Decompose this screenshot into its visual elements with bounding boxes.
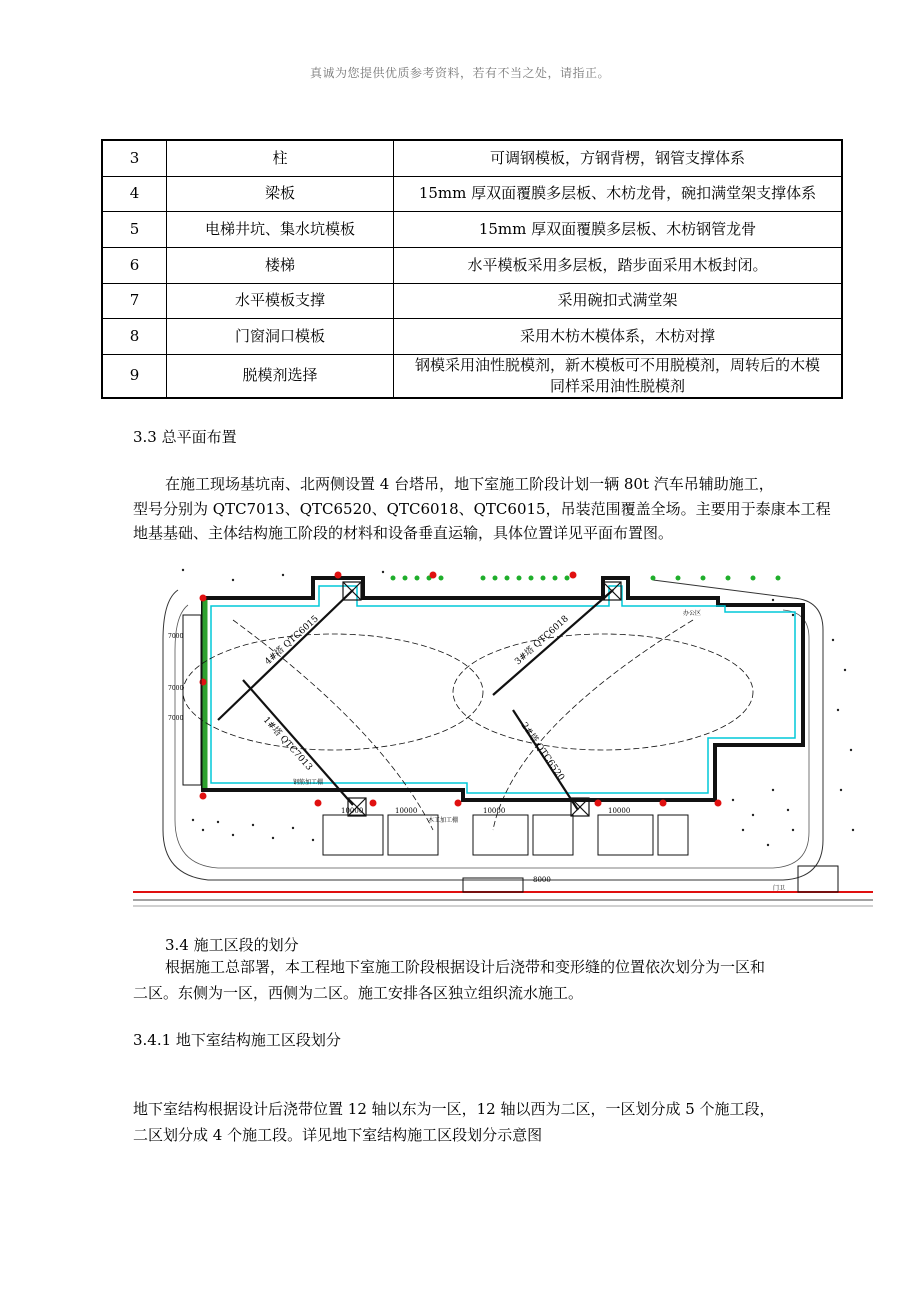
row-number: 3 xyxy=(102,140,167,176)
dimension-label: 10000 xyxy=(341,807,364,815)
crane-label: 1#塔 QTC7013 xyxy=(260,715,314,773)
row-method: 水平模板采用多层板，踏步面采用木板封闭。 xyxy=(394,247,843,283)
basement-outline xyxy=(203,578,803,800)
row-method-line2: 同样采用油性脱模剂 xyxy=(549,376,685,395)
crane-coverage-arc xyxy=(183,634,483,750)
paragraph-line: 型号分别为 QTC7013、QTC6520、QTC6018、QTC6015，吊装范围覆盖全场。主要用于泰康本工程 xyxy=(133,500,831,518)
row-item: 门窗洞口模板 xyxy=(167,318,394,354)
side-dimension-label: 7000 xyxy=(168,633,184,640)
section-heading-3-4: 3.4 施工区段的划分 xyxy=(165,936,299,954)
dimension-label: 10000 xyxy=(395,807,418,815)
table-row xyxy=(102,140,842,176)
row-item: 电梯井坑、集水坑模板 xyxy=(167,211,394,247)
row-number: 7 xyxy=(102,283,167,318)
crane-bases xyxy=(343,582,621,816)
row-method: 15mm 厚双面覆膜多层板、木枋钢管龙骨 xyxy=(394,211,843,247)
row-item: 梁板 xyxy=(167,176,394,211)
section-heading-3-3: 3.3 总平面布置 xyxy=(133,428,237,446)
soil-hatch xyxy=(182,569,854,846)
crane-label: 4#塔 QTC6015 xyxy=(263,614,321,668)
side-dimension-label: 7000 xyxy=(168,715,184,722)
row-number: 4 xyxy=(102,176,167,211)
site-plan-drawing xyxy=(133,560,873,915)
paragraph-line: 二区。东侧为一区，西侧为二区。施工安排各区独立组织流水施工。 xyxy=(133,984,584,1002)
table-row xyxy=(102,176,842,211)
row-method: 采用木枋木模体系，木枋对撑 xyxy=(394,318,843,354)
row-method: 采用碗扣式满堂架 xyxy=(394,283,843,318)
paragraph-line: 地下室结构根据设计后浇带位置 12 轴以东为一区，12 轴以西为二区，一区划分成 5 个施工段， xyxy=(133,1100,775,1118)
side-dimension-label: 7000 xyxy=(168,685,184,692)
table-row xyxy=(102,354,842,398)
crane-label: 3#塔 QTC6018 xyxy=(513,614,571,668)
row-method-line1: 钢模采用油性脱模剂，新木模板可不用脱模剂，周转后的木模 xyxy=(414,355,820,374)
site-road-outline xyxy=(163,580,823,880)
paragraph-line: 二区划分成 4 个施工段。详见地下室结构施工区段划分示意图 xyxy=(133,1126,543,1144)
crane-boom-4 xyxy=(218,590,353,720)
row-method: 可调钢模板，方钢背楞，钢管支撑体系 xyxy=(394,140,843,176)
facility-label: 办公区 xyxy=(683,610,702,617)
tree-row xyxy=(391,576,781,581)
row-number: 5 xyxy=(102,211,167,247)
formwork-table xyxy=(101,139,843,399)
row-item: 柱 xyxy=(167,140,394,176)
crane-label: 2#塔 QTC6520 xyxy=(518,720,566,783)
dimension-label: 10000 xyxy=(608,807,631,815)
facility-label: 门卫 xyxy=(773,885,786,892)
facility-label: 木工加工棚 xyxy=(428,817,459,824)
paragraph-line: 根据施工总部署，本工程地下室施工阶段根据设计后浇带和变形缝的位置依次划分为一区和 xyxy=(165,958,766,976)
crane-coverage-arc xyxy=(233,620,433,830)
site-road-inner xyxy=(175,605,809,868)
row-item: 脱模剂选择 xyxy=(167,354,394,398)
row-item: 水平模板支撑 xyxy=(167,283,394,318)
page-watermark: 真诚为您提供优质参考资料，若有不当之处，请指正。 xyxy=(309,66,610,80)
table-row xyxy=(102,247,842,283)
paragraph-line: 在施工现场基坑南、北两侧设置 4 台塔吊，地下室施工阶段计划一辆 80t 汽车吊辅助施工， xyxy=(165,475,774,493)
row-number: 9 xyxy=(102,354,167,398)
row-number: 6 xyxy=(102,247,167,283)
paragraph-line: 地基基础、主体结构施工阶段的材料和设备垂直运输，具体位置详见平面布置图。 xyxy=(133,524,674,542)
row-number: 8 xyxy=(102,318,167,354)
row-method xyxy=(394,354,843,398)
table-row xyxy=(102,283,842,318)
row-method: 15mm 厚双面覆膜多层板、木枋龙骨，碗扣满堂架支撑体系 xyxy=(394,176,843,211)
table-row xyxy=(102,318,842,354)
section-heading-3-4-1: 3.4.1 地下室结构施工区段划分 xyxy=(133,1031,341,1049)
table-row xyxy=(102,211,842,247)
dimension-label: 10000 xyxy=(483,807,506,815)
dimension-label: 8000 xyxy=(533,876,551,884)
facility-label: 钢筋加工棚 xyxy=(293,779,324,786)
row-item: 楼梯 xyxy=(167,247,394,283)
